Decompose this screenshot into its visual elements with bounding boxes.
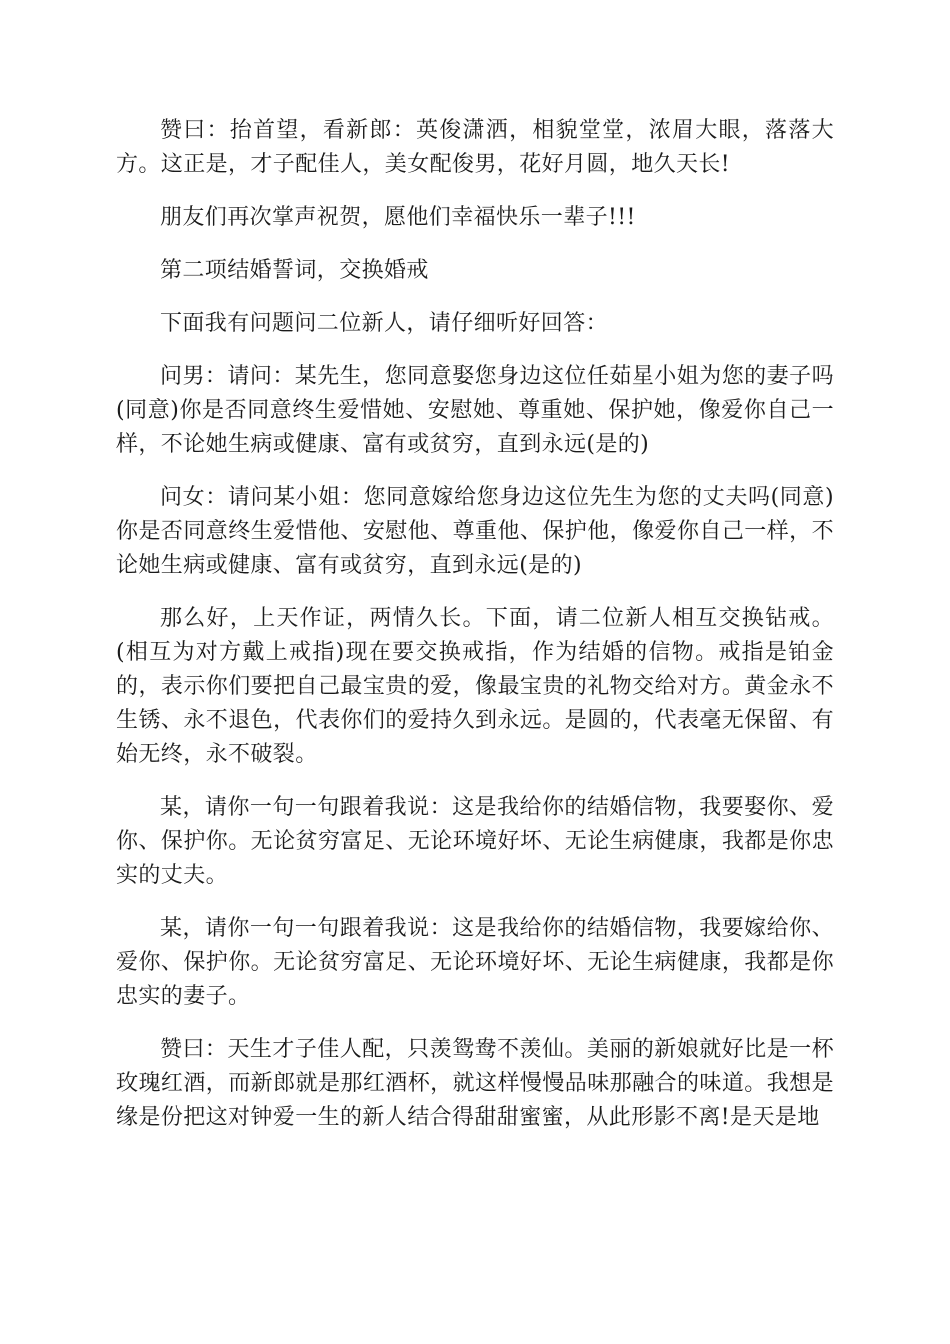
paragraph-ring-exchange: 那么好，上天作证，两情久长。下面，请二位新人相互交换钻戒。(相互为对方戴上戒指)现在要交换戒指，作为结婚的信物。戒指是铂金的，表示你们要把自己最宝贵的爱，像最宝贵的礼物交给对方。黄金永不生锈、永不退色，代表你们的爱持久到永远。是圆的，代表毫无保留、有始无终，永不破裂。 bbox=[116, 606, 834, 767]
paragraph-applause: 朋友们再次掌声祝贺，愿他们幸福快乐一辈子!!! bbox=[160, 205, 636, 230]
paragraph-question-bride: 问女：请问某小姐：您同意嫁给您身边这位先生为您的丈夫吗(同意)你是否同意终生爱惜他、安慰他、尊重他、保护他，像爱你自己一样，不论她生病或健康、富有或贫穷，直到永远(是的) bbox=[116, 485, 834, 578]
paragraph-groom-vow: 某，请你一句一句跟着我说：这是我给你的结婚信物，我要娶你、爱你、保护你。无论贫穷富足、无论环境好坏、无论生病健康，我都是你忠实的丈夫。 bbox=[116, 795, 834, 888]
paragraph-praise-groom: 赞曰：抬首望，看新郎：英俊潇洒，相貌堂堂，浓眉大眼，落落大方。这正是，才子配佳人，美女配俊男，花好月圆，地久天长! bbox=[116, 118, 834, 177]
paragraph-praise-couple: 赞曰：天生才子佳人配，只羡鸳鸯不羡仙。美丽的新娘就好比是一杯玫瑰红酒，而新郎就是那红酒杯，就这样慢慢品味那融合的味道。我想是缘是份把这对钟爱一生的新人结合得甜甜蜜蜜，从此形影不离!是天是地 bbox=[116, 1037, 834, 1130]
paragraph-question-intro: 下面我有问题问二位新人，请仔细听好回答： bbox=[160, 311, 609, 336]
document-body bbox=[116, 114, 834, 1154]
paragraph-section-heading: 第二项结婚誓词，交换婚戒 bbox=[160, 258, 429, 283]
paragraph-bride-vow: 某，请你一句一句跟着我说：这是我给你的结婚信物，我要嫁给你、爱你、保护你。无论贫穷富足、无论环境好坏、无论生病健康，我都是你忠实的妻子。 bbox=[116, 916, 834, 1009]
paragraph-question-groom: 问男：请问：某先生，您同意娶您身边这位任茹星小姐为您的妻子吗(同意)你是否同意终生爱惜她、安慰她、尊重她、保护她，像爱你自己一样，不论她生病或健康、富有或贫穷，直到永远(是的) bbox=[116, 364, 834, 457]
